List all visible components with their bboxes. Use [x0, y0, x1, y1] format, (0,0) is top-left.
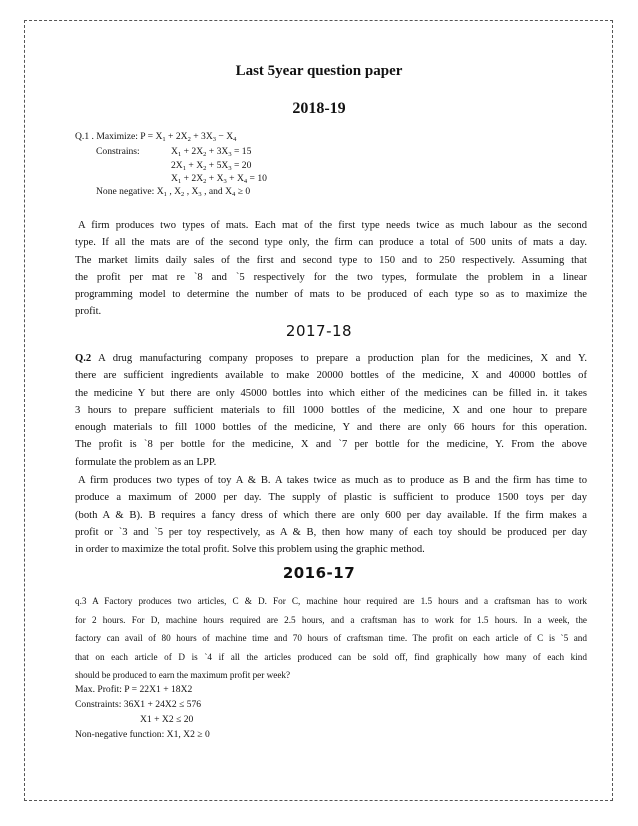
- para-q2: [75, 350, 587, 471]
- q2-label: Q.2: [75, 353, 92, 364]
- text-line: type. If all the mats are of the second type only, the firm can produce a total of 500 units of mats a day.: [75, 237, 587, 249]
- text-line: [75, 350, 587, 367]
- text-line: formulate the problem as an LPP.: [75, 456, 217, 468]
- text-line: for 2 hours. For D, machine hours required are 2.5 hours, and a craftsman has to work for 1.5 hours. In a week, the: [75, 614, 587, 625]
- text-line: profit.: [75, 306, 102, 318]
- q1-constraint-2: $2X_1 + X_2 + 5X_3 = 20$: [171, 160, 252, 172]
- text-line: produce a maximum of 2000 per day. The supply of plastic is sufficient to produce 1500 toys per day: [75, 492, 587, 504]
- text-line: factory can avail of 80 hours of machine time and 70 hours of craftsman time. The profit on each article of C is `5 and: [75, 633, 587, 644]
- text-line: A firm produces two types of toy A & B. A takes twice as much as to produce as B and the firm has time to: [78, 475, 587, 486]
- q1-constraint-1: $X_1 + 2X_2 + 3X_3 = 15$: [171, 146, 252, 158]
- text-line: profit or `3 and `5 per toy respectively, as A & B, then how many of each toy should be produced per day: [75, 526, 587, 538]
- text-line: enough materials to fill 1000 bottles of the medicine, Y and there are only 66 hours for this operation.: [75, 422, 587, 434]
- text-line: A firm produces two types of mats. Each mat of the first type needs twice as much labour as the second: [78, 220, 587, 231]
- text-line: programming model to determine the number of mats to be produced of each type so as to maximize the: [75, 289, 587, 301]
- q1-objective: Q.1 . Maximize: $P = X_1 + 2X_2 + 3X_3 - X_4$: [75, 131, 237, 143]
- q1-nonneg-label: None negative:: [96, 186, 155, 197]
- text-line: that on each article of D is `4 if all the articles produced can be sold off, find graphically how many of each kind: [75, 651, 587, 662]
- text-line-body: A drug manufacturing company proposes to prepare a production plan for the medicines, X and Y.: [98, 353, 587, 364]
- q3-constraint-1: Constraints: 36X1 + 24X2 ≤ 576: [75, 699, 202, 710]
- q3-constraint-2: X1 + X2 ≤ 20: [140, 714, 194, 725]
- q1-nonneg: None negative: $X_1$ , $X_2$ , $X_3$ , and $X_4 \ge 0$: [96, 186, 251, 198]
- para-q3: [75, 592, 587, 685]
- text-line: there are sufficient ingredients available to make 20000 bottles of the medicine, X and 40000 bottles of: [75, 370, 587, 382]
- text-line: The profit is `8 per bottle for the medicine, X and `7 per bottle for the medicine, Y. From the above: [75, 439, 587, 451]
- text-line: (both A & B). B requires a fancy dress of which there are only 600 per day available. If the firm makes a: [75, 509, 587, 521]
- text-line: should be produced to earn the maximum profit per week?: [75, 670, 291, 681]
- q3-nonneg: Non-negative function: X1, X2 ≥ 0: [75, 729, 210, 740]
- q1-constraints-label: Constrains:: [96, 146, 140, 157]
- heading-2018-19: 2018-19: [292, 100, 346, 117]
- page-title: Last 5year question paper: [235, 63, 403, 79]
- para-mats: [75, 217, 587, 321]
- text-line: The market limits daily sales of the first and second type to 150 and to 250 respectively. Assuming that: [75, 254, 587, 266]
- para-toys: [75, 472, 587, 558]
- text-line: 3 hours to prepare sufficient materials to fill 1000 bottles of the medicine, X and one hour to prepare: [75, 404, 587, 416]
- text-line: the profit per mat re `8 and `5 respectively for the two types, formulate the problem in a linear: [75, 271, 587, 283]
- text-line: q.3 A Factory produces two articles, C & D. For C, machine hour required are 1.5 hours and a craftsman has to work: [75, 596, 587, 606]
- text-line: the medicine Y but there are only 45000 bottles into which either of the medicines can be filled in. it takes: [75, 387, 587, 399]
- q1-label: Q.1 . Maximize: P = X: [75, 131, 163, 142]
- heading-2016-17: 2016-17: [282, 564, 356, 582]
- text-line: in order to maximize the total profit. Solve this problem using the graphic method.: [75, 544, 425, 556]
- heading-2017-18: 2017-18: [285, 322, 353, 340]
- q3-objective: Max. Profit: P = 22X1 + 18X2: [75, 684, 193, 695]
- q1-constraint-3: $X_1 + 2X_2 + X_3 + X_4 = 10$: [171, 173, 267, 185]
